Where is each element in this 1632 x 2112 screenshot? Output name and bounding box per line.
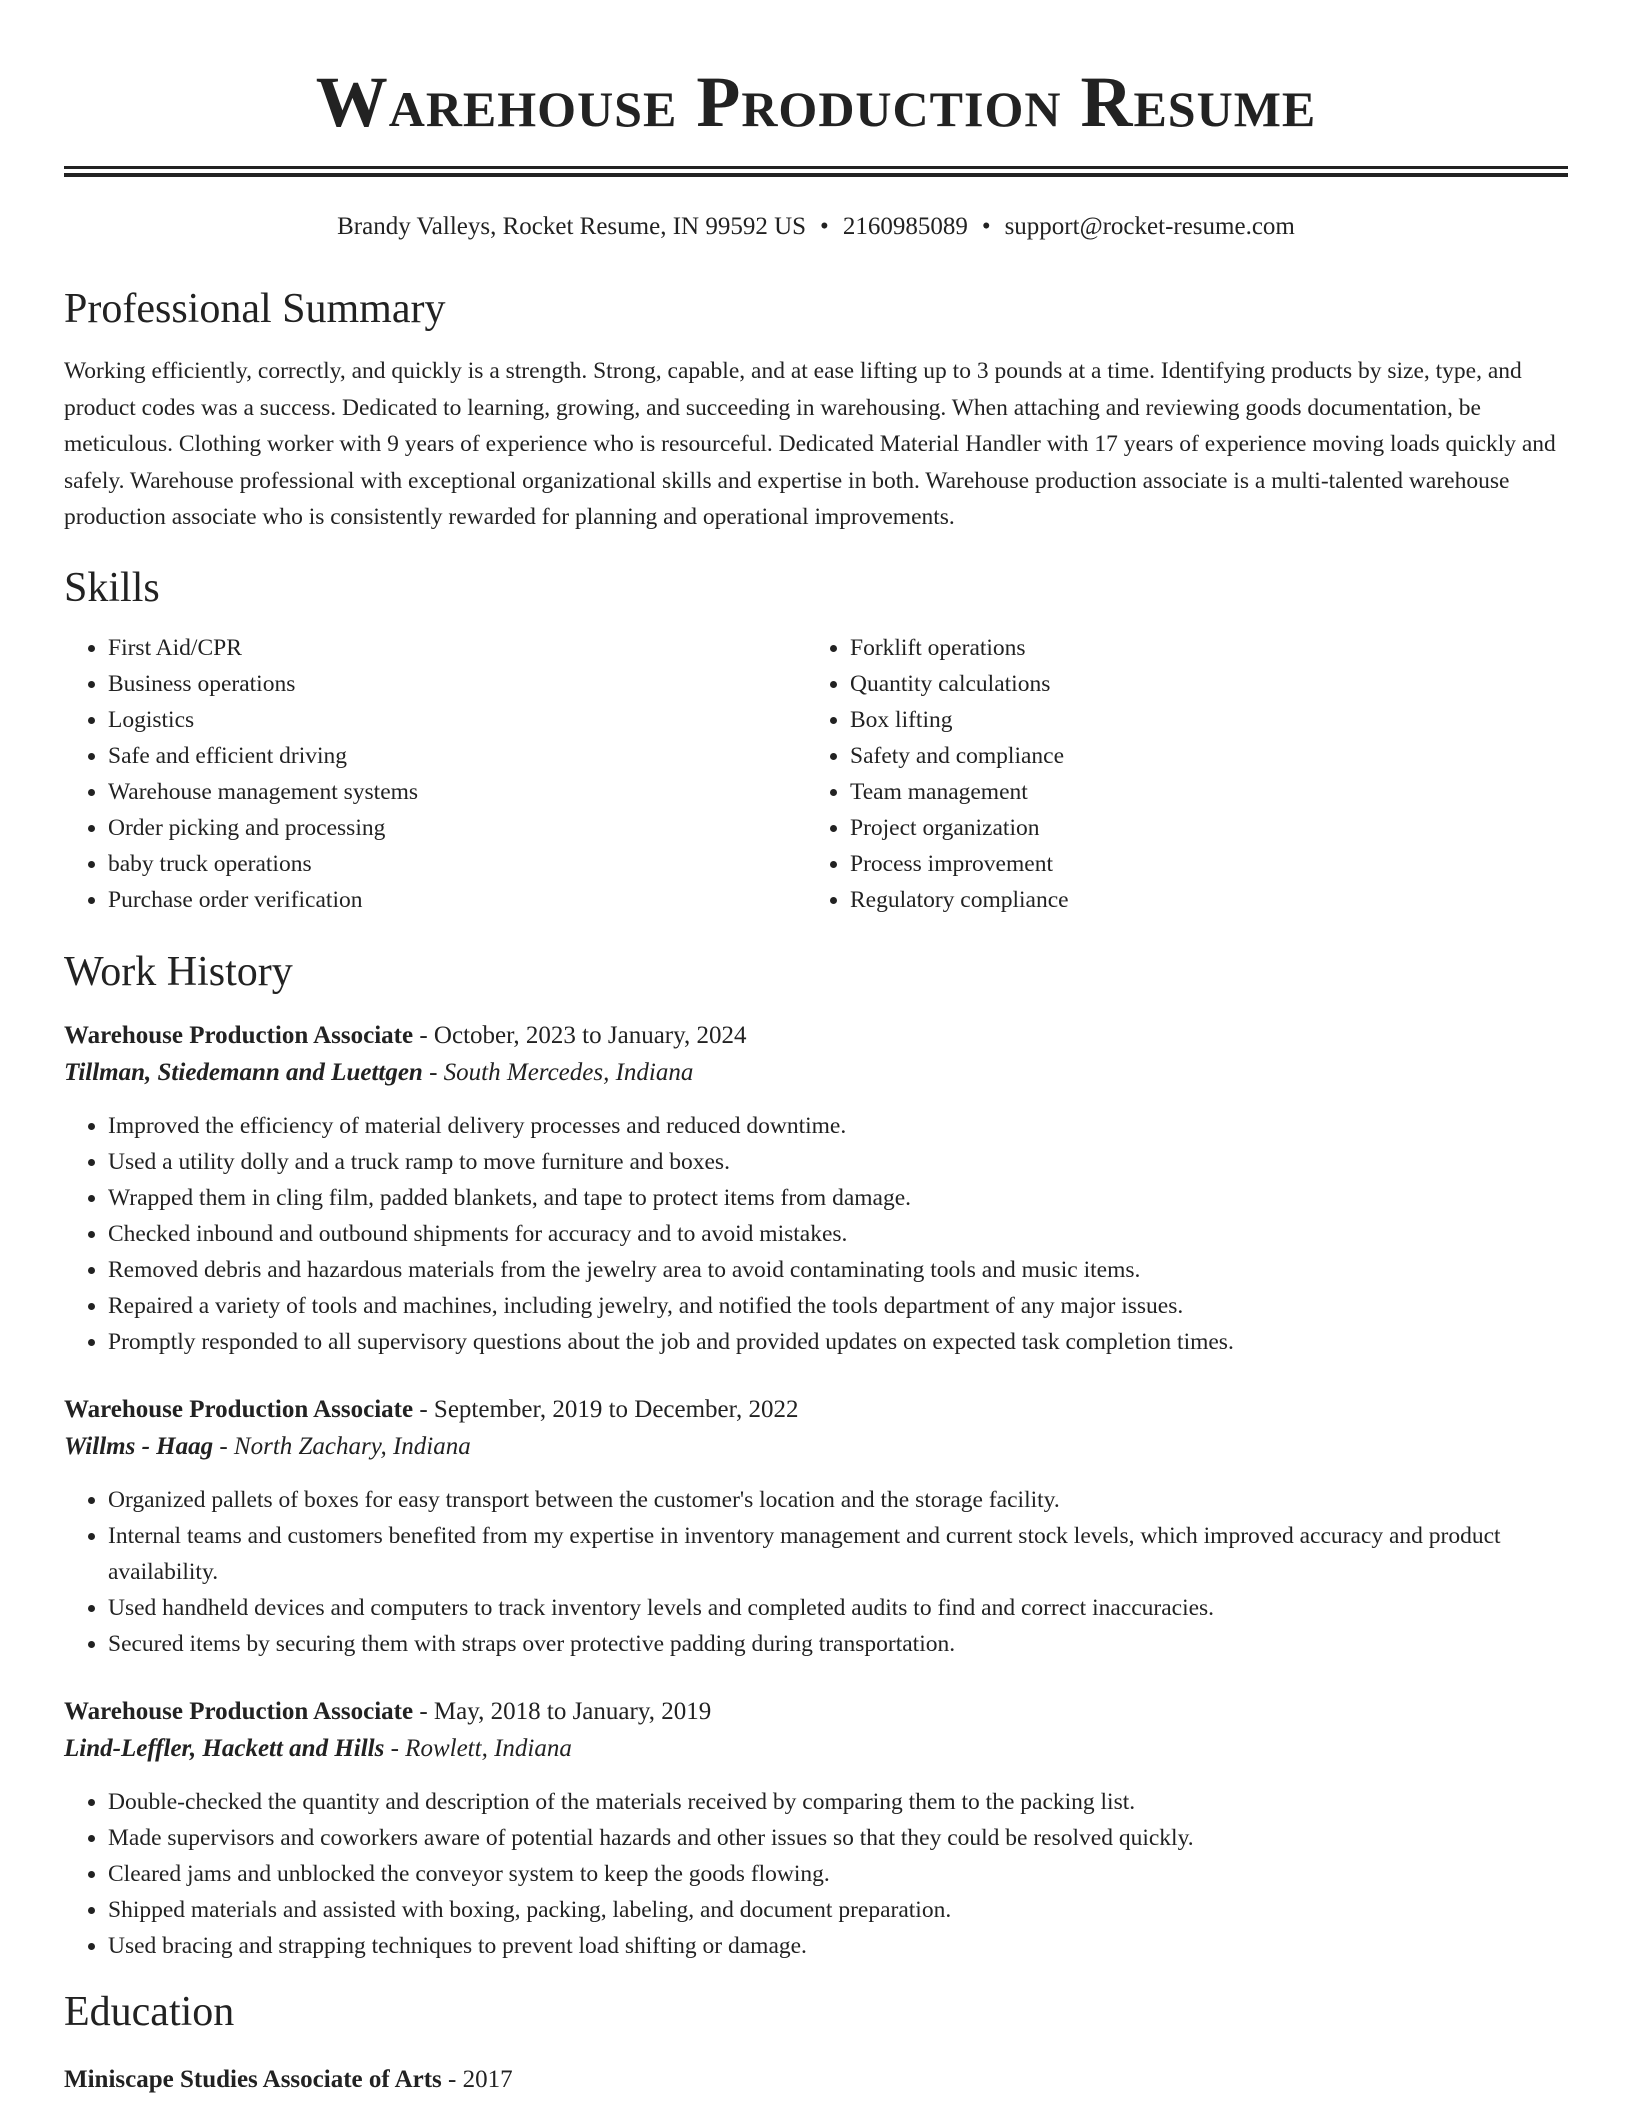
- job-dates: - May, 2018 to January, 2019: [413, 1697, 712, 1725]
- job-duty: • Cleared jams and unblocked the conveyor system to keep the goods flowing.: [108, 1856, 1568, 1892]
- education-entry: [64, 2062, 1568, 2098]
- job-duty: • Wrapped them in cling film, padded blankets, and tape to protect items from damage.: [108, 1180, 1568, 1216]
- skill-item: • Regulatory compliance: [850, 882, 1548, 918]
- skill-item: • Team management: [850, 774, 1548, 810]
- skill-item: • Project organization: [850, 810, 1548, 846]
- skill-item: • Purchase order verification: [108, 882, 806, 918]
- contact-address: Brandy Valleys, Rocket Resume, IN 99592 US: [337, 213, 807, 240]
- job-duty: • Organized pallets of boxes for easy transport between the customer's location and the storage facility.: [108, 1482, 1568, 1518]
- work-history-heading: Work History: [64, 948, 293, 995]
- education-year: - 2017: [441, 2065, 513, 2093]
- skills-right-list: [806, 630, 1548, 918]
- skills-columns: [64, 630, 1568, 918]
- job-title-line: [64, 1018, 1568, 1054]
- education-degree: Miniscape Studies Associate of Arts: [64, 2065, 442, 2093]
- skill-item: • Quantity calculations: [850, 666, 1548, 702]
- job-employer: Tillman, Stiedemann and Luettgen: [64, 1058, 423, 1086]
- skills-heading: Skills: [64, 564, 160, 611]
- job-duty: • Double-checked the quantity and description of the materials received by comparing them to the packing list.: [108, 1784, 1568, 1820]
- skill-item: • baby truck operations: [108, 846, 806, 882]
- skill-item: • Forklift operations: [850, 630, 1548, 666]
- skill-item: • Safety and compliance: [850, 738, 1548, 774]
- job-employer: Willms - Haag: [64, 1432, 214, 1460]
- job-title-line: [64, 1392, 1568, 1428]
- job-location: - Rowlett, Indiana: [384, 1734, 572, 1762]
- job-duty: • Improved the efficiency of material delivery processes and reduced downtime.: [108, 1108, 1568, 1144]
- job-duty: • Used a utility dolly and a truck ramp to move furniture and boxes.: [108, 1144, 1568, 1180]
- job-duty: • Used handheld devices and computers to track inventory levels and completed audits to find and correct inaccuracies.: [108, 1590, 1568, 1626]
- contact-separator: •: [820, 213, 829, 240]
- job-duty: • Shipped materials and assisted with boxing, packing, labeling, and document preparation.: [108, 1892, 1568, 1928]
- contact-line: [64, 211, 1568, 243]
- job-duty: • Removed debris and hazardous materials from the jewelry area to avoid contaminating tools and music items.: [108, 1252, 1568, 1288]
- skill-item: • Business operations: [108, 666, 806, 702]
- job-duty: • Repaired a variety of tools and machines, including jewelry, and notified the tools department of any major issues.: [108, 1288, 1568, 1324]
- skills-left-list: [64, 630, 806, 918]
- job-title: Warehouse Production Associate: [64, 1697, 414, 1725]
- education-heading: Education: [64, 1988, 235, 2035]
- skill-item: • Process improvement: [850, 846, 1548, 882]
- contact-phone: 2160985089: [842, 213, 968, 240]
- job-duty: • Checked inbound and outbound shipments for accuracy and to avoid mistakes.: [108, 1216, 1568, 1252]
- summary-heading: Professional Summary: [64, 286, 446, 332]
- title-divider: [64, 166, 1568, 177]
- job-entry: [64, 1392, 1568, 1662]
- job-duties-list: [64, 1108, 1568, 1360]
- job-title: Warehouse Production Associate: [64, 1021, 414, 1049]
- job-duties-list: [64, 1482, 1568, 1662]
- job-title-line: [64, 1694, 1568, 1730]
- job-entry: [64, 1018, 1568, 1360]
- contact-separator: •: [981, 213, 991, 240]
- job-duty: • Internal teams and customers benefited from my expertise in inventory management and current stock levels, which improved accuracy and product availability.: [108, 1518, 1568, 1590]
- resume-title: Warehouse Production Resume: [315, 62, 1317, 142]
- job-dates: - October, 2023 to January, 2024: [413, 1021, 747, 1049]
- job-duty: • Used bracing and strapping techniques to prevent load shifting or damage.: [108, 1928, 1568, 1964]
- job-title: Warehouse Production Associate: [64, 1395, 414, 1423]
- job-dates: - September, 2019 to December, 2022: [413, 1395, 799, 1423]
- job-duty: • Made supervisors and coworkers aware of potential hazards and other issues so that they could be resolved quickly.: [108, 1820, 1568, 1856]
- skill-item: • First Aid/CPR: [108, 630, 806, 666]
- contact-email[interactable]: support@rocket-resume.com: [1004, 213, 1295, 240]
- job-employer-line: [64, 1054, 1568, 1092]
- skill-item: • Safe and efficient driving: [108, 738, 806, 774]
- job-duty: • Secured items by securing them with straps over protective padding during transportation.: [108, 1626, 1568, 1662]
- job-entry: [64, 1694, 1568, 1964]
- job-duties-list: [64, 1784, 1568, 1964]
- skill-item: • Warehouse management systems: [108, 774, 806, 810]
- job-employer: Lind-Leffler, Hackett and Hills: [64, 1734, 385, 1762]
- skill-item: • Logistics: [108, 702, 806, 738]
- job-location: - North Zachary, Indiana: [213, 1432, 471, 1460]
- job-employer-line: [64, 1428, 1568, 1466]
- job-duty: • Promptly responded to all supervisory questions about the job and provided updates on expected task completion times.: [108, 1324, 1568, 1360]
- skill-item: • Box lifting: [850, 702, 1548, 738]
- job-employer-line: [64, 1730, 1568, 1768]
- skill-item: • Order picking and processing: [108, 810, 806, 846]
- summary-text: Working efficiently, correctly, and quickly is a strength. Strong, capable, and at ease lifting up to 3 pounds at a time. Identifying products by size, type, and product codes was a success. Dedicated to learning, growing, and succeeding in warehousing. When attaching and reviewing goods documentation, be meticulous. Clothing worker with 9 years of experience who is resourceful. Dedicated Material Handler with 17 years of experience moving loads quickly and safely. Warehouse professional with exceptional organizational skills and expertise in both. Warehouse production associate is a multi-talented warehouse production associate who is consistently rewarded for planning and operational improvements.: [64, 358, 1556, 530]
- job-location: - South Mercedes, Indiana: [422, 1058, 694, 1086]
